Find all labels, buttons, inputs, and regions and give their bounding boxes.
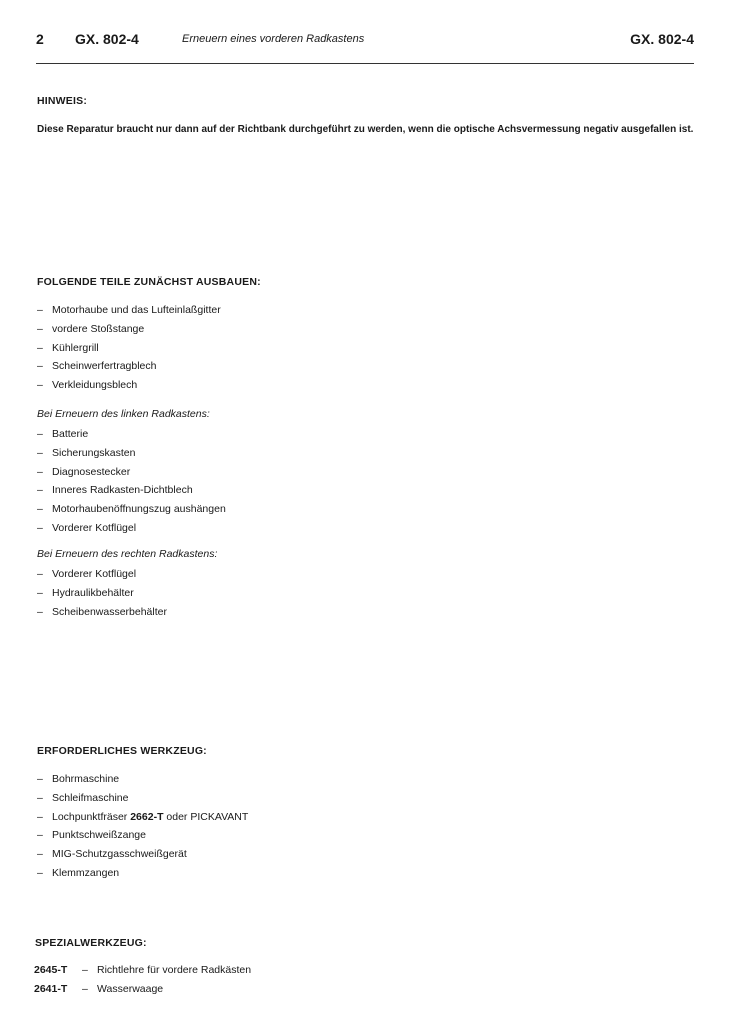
list-item-label: Motorhaube und das Lufteinlaßgitter: [52, 304, 221, 316]
list-item: [37, 444, 226, 463]
list-item-label: Batterie: [52, 428, 89, 440]
list-item: [37, 425, 226, 444]
right-side-subheading: Bei Erneuern des rechten Radkastens:: [37, 548, 218, 560]
list-item-label: MIG-Schutzgasschweißgerät: [52, 848, 187, 861]
page-header: [36, 31, 694, 53]
list-item-label: Vorderer Kotflügel: [52, 568, 137, 580]
dash: –: [37, 773, 43, 785]
removal-heading: FOLGENDE TEILE ZUNÄCHST AUSBAUEN:: [37, 276, 261, 288]
list-item: [37, 584, 167, 603]
dash: –: [37, 379, 43, 392]
list-item: [37, 500, 226, 519]
tool-description: Richtlehre für vordere Radkästen: [97, 964, 252, 976]
list-item: [37, 808, 248, 827]
list-item: [37, 339, 221, 358]
header-divider: [36, 63, 694, 64]
list-item: [37, 481, 226, 500]
list-item-label: Punktschweißzange: [52, 829, 146, 842]
tool-number: 2641-T: [34, 983, 68, 995]
list-item-label: vordere Stoßstange: [52, 322, 145, 335]
list-item: [37, 519, 226, 538]
list-item: [34, 980, 251, 999]
left-side-subheading: Bei Erneuern des linken Radkastens:: [37, 408, 210, 420]
list-item: [34, 961, 251, 980]
cutter-suffix: oder PICKAVANT: [163, 810, 249, 823]
list-item-label: Lochpunktfräser: [52, 810, 128, 823]
hinweis-heading: HINWEIS:: [37, 95, 88, 107]
list-item: [37, 770, 248, 789]
list-item-label: Scheibenwasserbehälter: [52, 605, 167, 618]
general-removal-list: [37, 301, 221, 395]
dash: –: [37, 829, 43, 842]
page-title: Erneuern eines vorderen Radkastens: [182, 33, 365, 45]
dash: –: [37, 360, 43, 373]
list-item-label: Sicherungskasten: [52, 446, 136, 459]
dash: –: [37, 568, 43, 580]
dash: –: [82, 964, 88, 976]
list-item: [37, 357, 221, 376]
right-removal-list: [37, 565, 167, 621]
list-item-label: Schleifmaschine: [52, 791, 129, 804]
dash: –: [37, 446, 43, 459]
list-item-label: Diagnosestecker: [52, 465, 131, 478]
dash: –: [37, 586, 43, 599]
list-item: [37, 789, 248, 808]
dash: –: [37, 503, 43, 516]
tools-heading: ERFORDERLICHES WERKZEUG:: [37, 745, 207, 757]
dash: –: [37, 605, 43, 618]
list-item-label: Motorhaubenöffnungszug aushängen: [52, 503, 226, 516]
cutter-code: 2662-T: [130, 810, 164, 823]
list-item-label: Scheinwerfertragblech: [52, 360, 157, 373]
document-code-left: GX. 802-4: [75, 31, 139, 47]
dash: –: [37, 791, 43, 804]
tool-description: Wasserwaage: [97, 983, 164, 995]
dash: –: [37, 810, 43, 823]
list-item-label: Verkleidungsblech: [52, 379, 138, 392]
list-item-label: Vorderer Kotflügel: [52, 521, 137, 534]
document-code-right: GX. 802-4: [630, 31, 694, 47]
tools-list: [37, 770, 248, 883]
list-item: [37, 603, 167, 622]
special-tools-heading: SPEZIALWERKZEUG:: [35, 937, 147, 949]
tool-number: 2645-T: [34, 964, 68, 976]
dash: –: [37, 484, 43, 497]
dash: –: [37, 465, 43, 478]
page-number: 2: [36, 31, 44, 47]
list-item-label: Hydraulikbehälter: [52, 586, 134, 599]
hinweis-text: Diese Reparatur braucht nur dann auf der Richtbank durchgeführt zu werden, wenn die optische Achsvermessung negativ ausgefallen ist.: [37, 124, 694, 135]
dash: –: [37, 341, 43, 354]
list-item-label: Bohrmaschine: [52, 773, 120, 785]
list-item: [37, 463, 226, 482]
list-item: [37, 301, 221, 320]
dash: –: [82, 983, 88, 995]
special-tools-list: [34, 961, 251, 999]
list-item: [37, 845, 248, 864]
list-item-label: Klemmzangen: [52, 866, 120, 879]
list-item-label: Kühlergrill: [52, 341, 99, 354]
list-item: [37, 864, 248, 883]
dash: –: [37, 866, 43, 879]
list-item: [37, 565, 167, 584]
list-item: [37, 826, 248, 845]
dash: –: [37, 848, 43, 861]
list-item-label: Inneres Radkasten-Dichtblech: [52, 484, 193, 497]
list-item: [37, 320, 221, 339]
dash: –: [37, 428, 43, 440]
left-removal-list: [37, 425, 226, 538]
list-item: [37, 376, 221, 395]
dash: –: [37, 521, 43, 534]
dash: –: [37, 322, 43, 335]
dash: –: [37, 304, 43, 316]
